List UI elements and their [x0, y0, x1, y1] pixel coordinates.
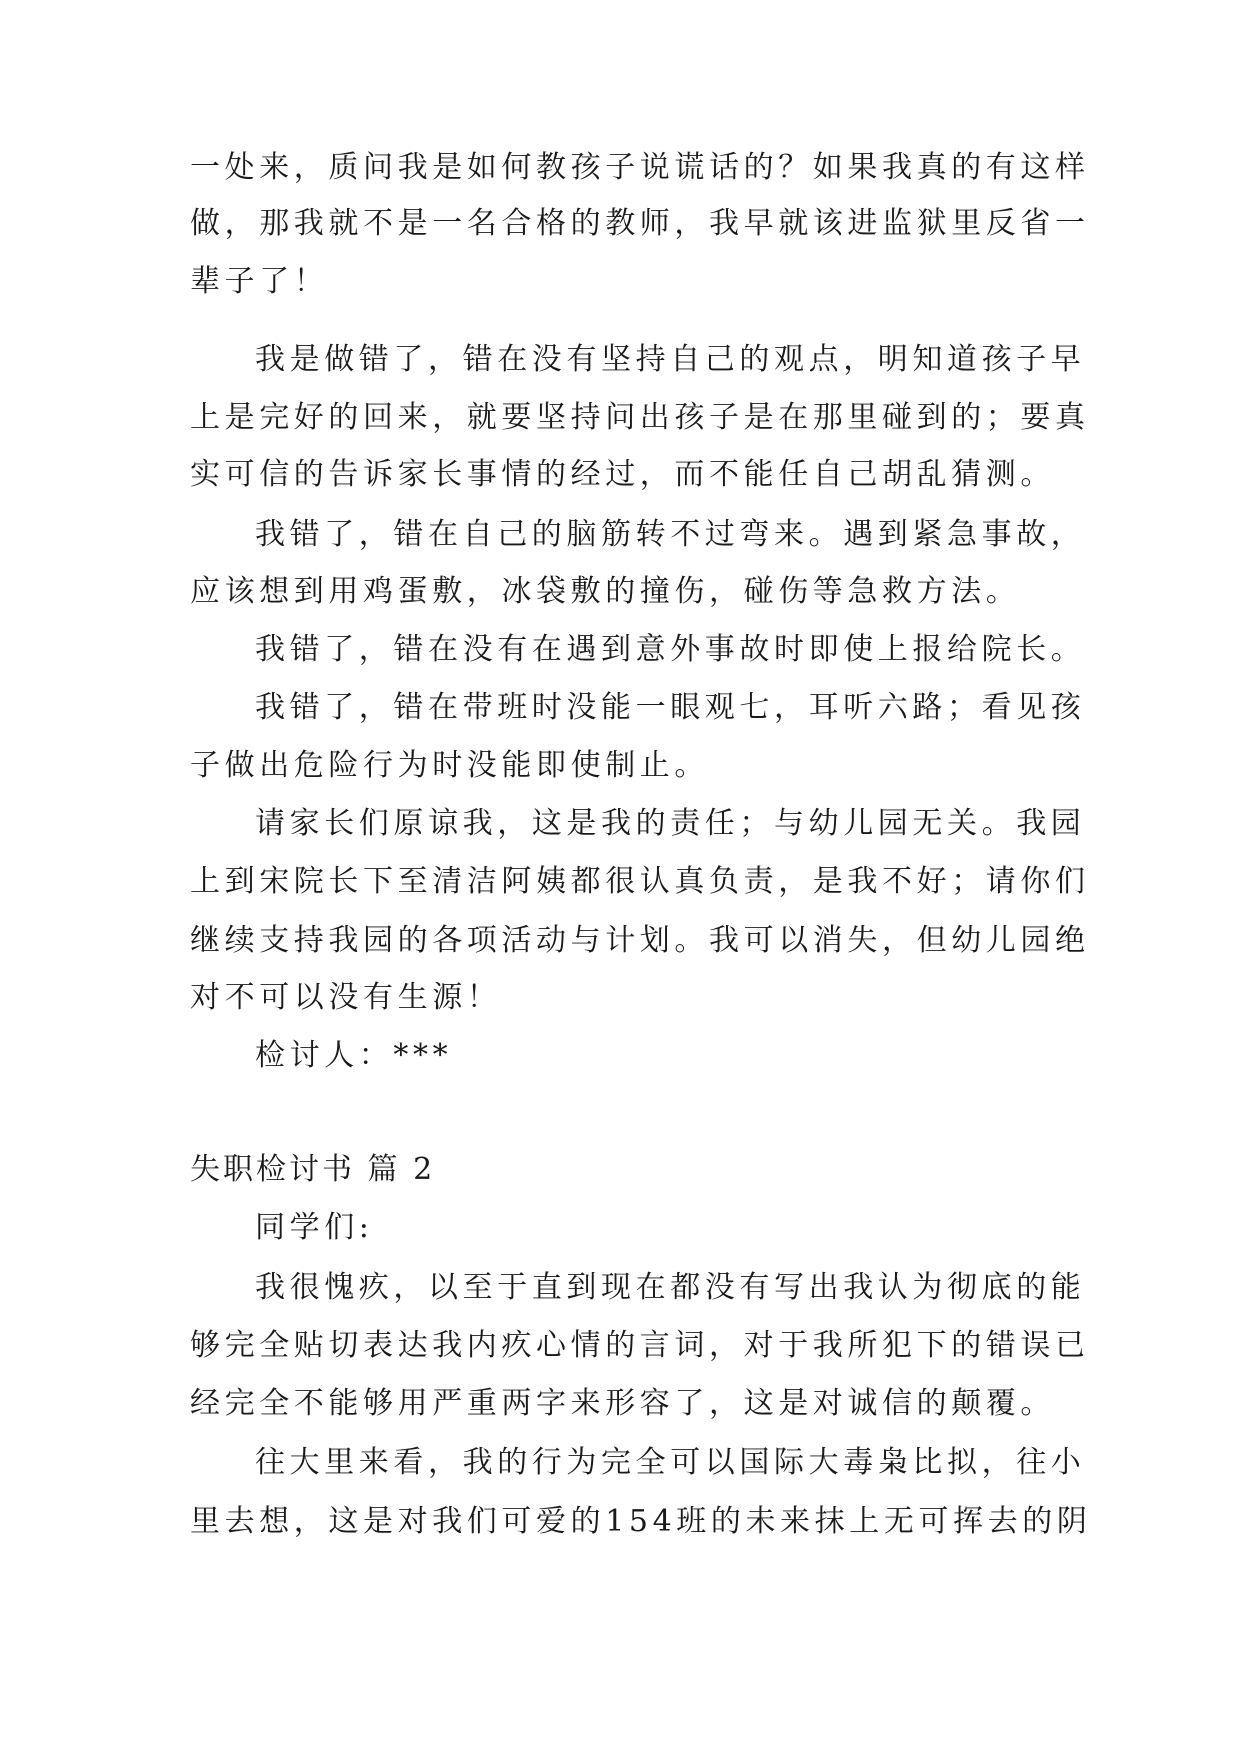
paragraph-line: 应该想到用鸡蛋敷，冰袋敷的撞伤，碰伤等急救方法。 [190, 574, 1021, 609]
paragraph-line: 继续支持我园的各项活动与计划。我可以消失，但幼儿园绝 [190, 923, 1090, 958]
paragraph-line: 我很愧疚，以至于直到现在都没有写出我认为彻底的能 [255, 1270, 1086, 1305]
paragraph-line: 对不可以没有生源！ [190, 980, 502, 1015]
paragraph-line: 上是完好的回来，就要坚持问出孩子是在那里碰到的；要真 [190, 400, 1090, 435]
paragraph-line: 做，那我就不是一名合格的教师，我早就该进监狱里反省一 [190, 206, 1090, 241]
signature-line: 检讨人：*** [255, 1038, 453, 1073]
paragraph-line: 里去想，这是对我们可爱的154班的未来抹上无可挥去的阴 [190, 1504, 1092, 1539]
section-title: 失职检讨书 篇 2 [190, 1152, 436, 1187]
paragraph-line: 我是做错了，错在没有坚持自己的观点，明知道孩子早 [255, 342, 1086, 377]
paragraph-line: 我错了，错在带班时没能一眼观七，耳听六路；看见孩 [255, 690, 1086, 725]
paragraph-line: 请家长们原谅我，这是我的责任；与幼儿园无关。我园 [255, 806, 1086, 841]
paragraph-line: 我错了，错在没有在遇到意外事故时即使上报给院长。 [255, 632, 1086, 667]
paragraph-line: 实可信的告诉家长事情的经过，而不能任自己胡乱猜测。 [190, 457, 1055, 492]
salutation: 同学们: [255, 1210, 374, 1245]
paragraph-line: 上到宋院长下至清洁阿姨都很认真负责，是我不好；请你们 [190, 864, 1090, 899]
paragraph-line: 一处来，质问我是如何教孩子说谎话的？如果我真的有这样 [190, 150, 1090, 185]
paragraph-line: 经完全不能够用严重两字来形容了，这是对诚信的颠覆。 [190, 1386, 1055, 1421]
paragraph-line: 子做出危险行为时没能即使制止。 [190, 748, 709, 783]
paragraph-line: 辈子了！ [190, 264, 329, 299]
paragraph-line: 我错了，错在自己的脑筋转不过弯来。遇到紧急事故， [255, 517, 1086, 552]
paragraph-line: 往大里来看，我的行为完全可以国际大毒枭比拟，往小 [255, 1445, 1086, 1480]
paragraph-line: 够完全贴切表达我内疚心情的言词，对于我所犯下的错误已 [190, 1328, 1090, 1363]
